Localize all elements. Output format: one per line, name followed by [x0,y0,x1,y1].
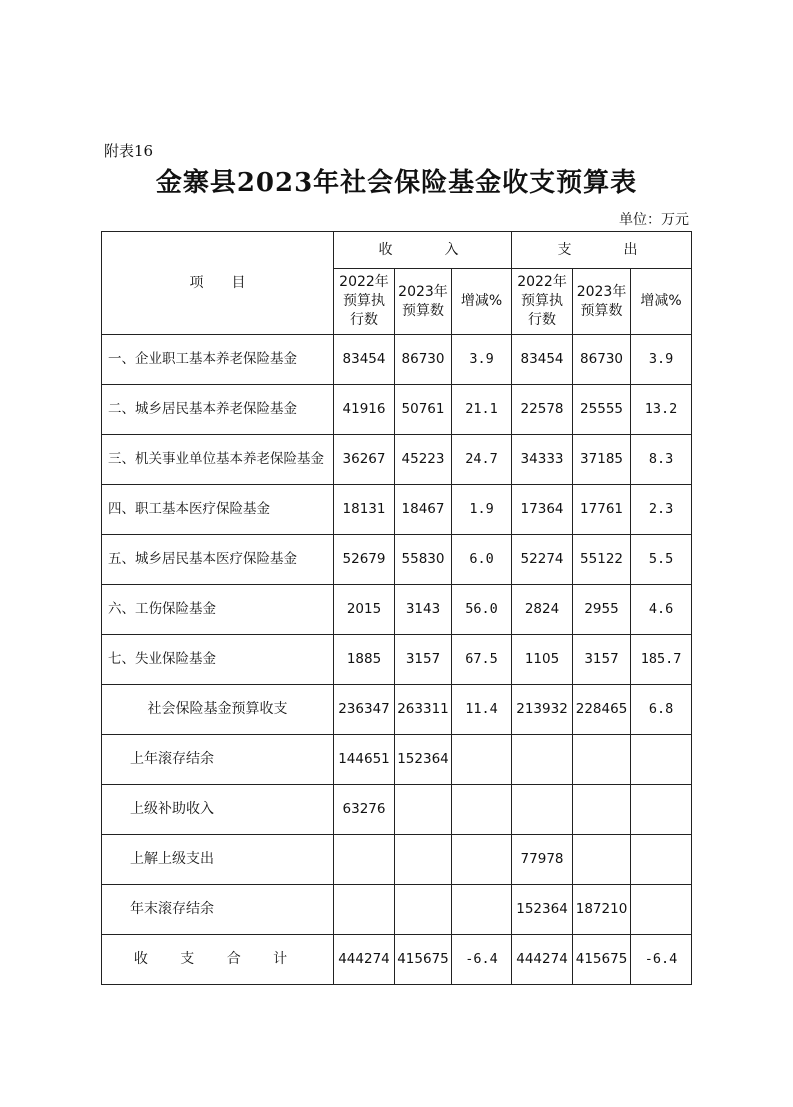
cell-expChg [631,785,692,835]
cell-exp23: 37185 [573,435,631,485]
cell-inc22 [334,835,395,885]
row-label: 上年滚存结余 [102,735,334,785]
cell-inc23 [395,835,452,885]
unit-label: 单位：万元 [619,212,689,228]
cell-inc22: 63276 [334,785,395,835]
cell-inc23 [395,885,452,935]
cell-expChg: 185.7 [631,635,692,685]
cell-inc22: 144651 [334,735,395,785]
cell-incChg: -6.4 [452,935,512,985]
header-expense-change: 增减% [631,269,692,335]
cell-inc23: 263311 [395,685,452,735]
balance-row [102,885,692,935]
cell-exp22: 2824 [512,585,573,635]
cell-inc23: 152364 [395,735,452,785]
row-label: 上解上级支出 [102,835,334,885]
header-expense-2022-line1: 2022年 [517,274,567,290]
header-expense-2022-line2: 预算执 [521,293,564,309]
cell-inc22: 41916 [334,385,395,435]
header-income-2023-line1: 2023年 [398,283,448,300]
cell-exp23: 415675 [573,935,631,985]
cell-incChg: 11.4 [452,685,512,735]
cell-exp22: 213932 [512,685,573,735]
cell-expChg [631,835,692,885]
cell-expChg [631,735,692,785]
row-label: 收 支 合 计 [102,935,334,985]
cell-expChg: 6.8 [631,685,692,735]
row-label: 三、机关事业单位基本养老保险基金 [102,435,334,485]
table-row [102,435,692,485]
cell-inc23: 55830 [395,535,452,585]
cell-exp22: 444274 [512,935,573,985]
cell-expChg: 2.3 [631,485,692,535]
header-row-top [102,232,692,269]
row-label: 七、失业保险基金 [102,635,334,685]
cell-inc22: 36267 [334,435,395,485]
cell-expChg: 8.3 [631,435,692,485]
header-expense: 支 出 [512,232,692,269]
cell-inc23: 86730 [395,335,452,385]
table-row [102,585,692,635]
cell-inc23 [395,785,452,835]
row-label: 五、城乡居民基本医疗保险基金 [102,535,334,585]
cell-exp23 [573,835,631,885]
header-income-2023-line2: 预算数 [402,302,444,319]
cell-incChg: 21.1 [452,385,512,435]
cell-inc23: 415675 [395,935,452,985]
cell-inc22: 52679 [334,535,395,585]
cell-exp22 [512,735,573,785]
cell-expChg: 4.6 [631,585,692,635]
cell-inc22 [334,885,395,935]
cell-incChg [452,885,512,935]
total-row [102,935,692,985]
cell-exp23: 3157 [573,635,631,685]
cell-exp23: 86730 [573,335,631,385]
cell-inc23: 3157 [395,635,452,685]
header-income-2022 [334,269,395,335]
cell-expChg: -6.4 [631,935,692,985]
cell-incChg [452,835,512,885]
cell-inc22: 236347 [334,685,395,735]
cell-inc23: 50761 [395,385,452,435]
subtotal-row [102,685,692,735]
row-label: 六、工伤保险基金 [102,585,334,635]
header-income: 收 入 [334,232,512,269]
balance-row [102,735,692,785]
cell-expChg: 3.9 [631,335,692,385]
table-row [102,535,692,585]
cell-expChg [631,885,692,935]
cell-exp22: 22578 [512,385,573,435]
cell-inc22: 444274 [334,935,395,985]
cell-exp22: 17364 [512,485,573,535]
header-income-2022-line2: 预算执 [343,293,385,309]
cell-exp22 [512,785,573,835]
balance-row [102,835,692,885]
cell-exp22: 1105 [512,635,573,685]
cell-incChg: 3.9 [452,335,512,385]
cell-inc23: 3143 [395,585,452,635]
header-income-2023 [395,269,452,335]
cell-exp22: 52274 [512,535,573,585]
cell-exp23: 187210 [573,885,631,935]
cell-exp23 [573,785,631,835]
cell-incChg [452,785,512,835]
cell-incChg: 24.7 [452,435,512,485]
header-income-2022-line3: 行数 [350,312,378,328]
header-expense-2023-line2: 预算数 [580,302,623,319]
cell-exp22: 77978 [512,835,573,885]
row-label: 上级补助收入 [102,785,334,835]
cell-incChg [452,735,512,785]
header-item: 项 目 [102,232,334,335]
cell-inc22: 2015 [334,585,395,635]
header-expense-2023 [573,269,631,335]
table-row [102,485,692,535]
cell-incChg: 6.0 [452,535,512,585]
cell-incChg: 67.5 [452,635,512,685]
header-expense-2023-line1: 2023年 [576,283,627,300]
row-label: 一、企业职工基本养老保险基金 [102,335,334,385]
cell-exp22: 34333 [512,435,573,485]
cell-exp23: 55122 [573,535,631,585]
cell-exp23 [573,735,631,785]
table-row [102,635,692,685]
cell-exp23: 2955 [573,585,631,635]
row-label: 二、城乡居民基本养老保险基金 [102,385,334,435]
annex-label: 附表16 [104,142,154,160]
cell-exp23: 228465 [573,685,631,735]
row-label: 社会保险基金预算收支 [102,685,334,735]
cell-incChg: 1.9 [452,485,512,535]
cell-incChg: 56.0 [452,585,512,635]
cell-inc22: 1885 [334,635,395,685]
header-income-change: 增减% [452,269,512,335]
budget-table [101,231,692,985]
cell-exp22: 152364 [512,885,573,935]
budget-table-body [102,232,692,985]
cell-exp23: 25555 [573,385,631,435]
page-title: 金寨县2023年社会保险基金收支预算表 [155,168,638,198]
cell-inc22: 83454 [334,335,395,385]
cell-inc23: 18467 [395,485,452,535]
header-expense-2022-line3: 行数 [528,312,557,328]
header-expense-2022 [512,269,573,335]
balance-row [102,785,692,835]
row-label: 四、职工基本医疗保险基金 [102,485,334,535]
table-row [102,385,692,435]
cell-expChg: 13.2 [631,385,692,435]
cell-inc23: 45223 [395,435,452,485]
cell-exp23: 17761 [573,485,631,535]
cell-expChg: 5.5 [631,535,692,585]
table-row [102,335,692,385]
row-label: 年末滚存结余 [102,885,334,935]
header-income-2022-line1: 2022年 [339,274,389,290]
cell-exp22: 83454 [512,335,573,385]
cell-inc22: 18131 [334,485,395,535]
